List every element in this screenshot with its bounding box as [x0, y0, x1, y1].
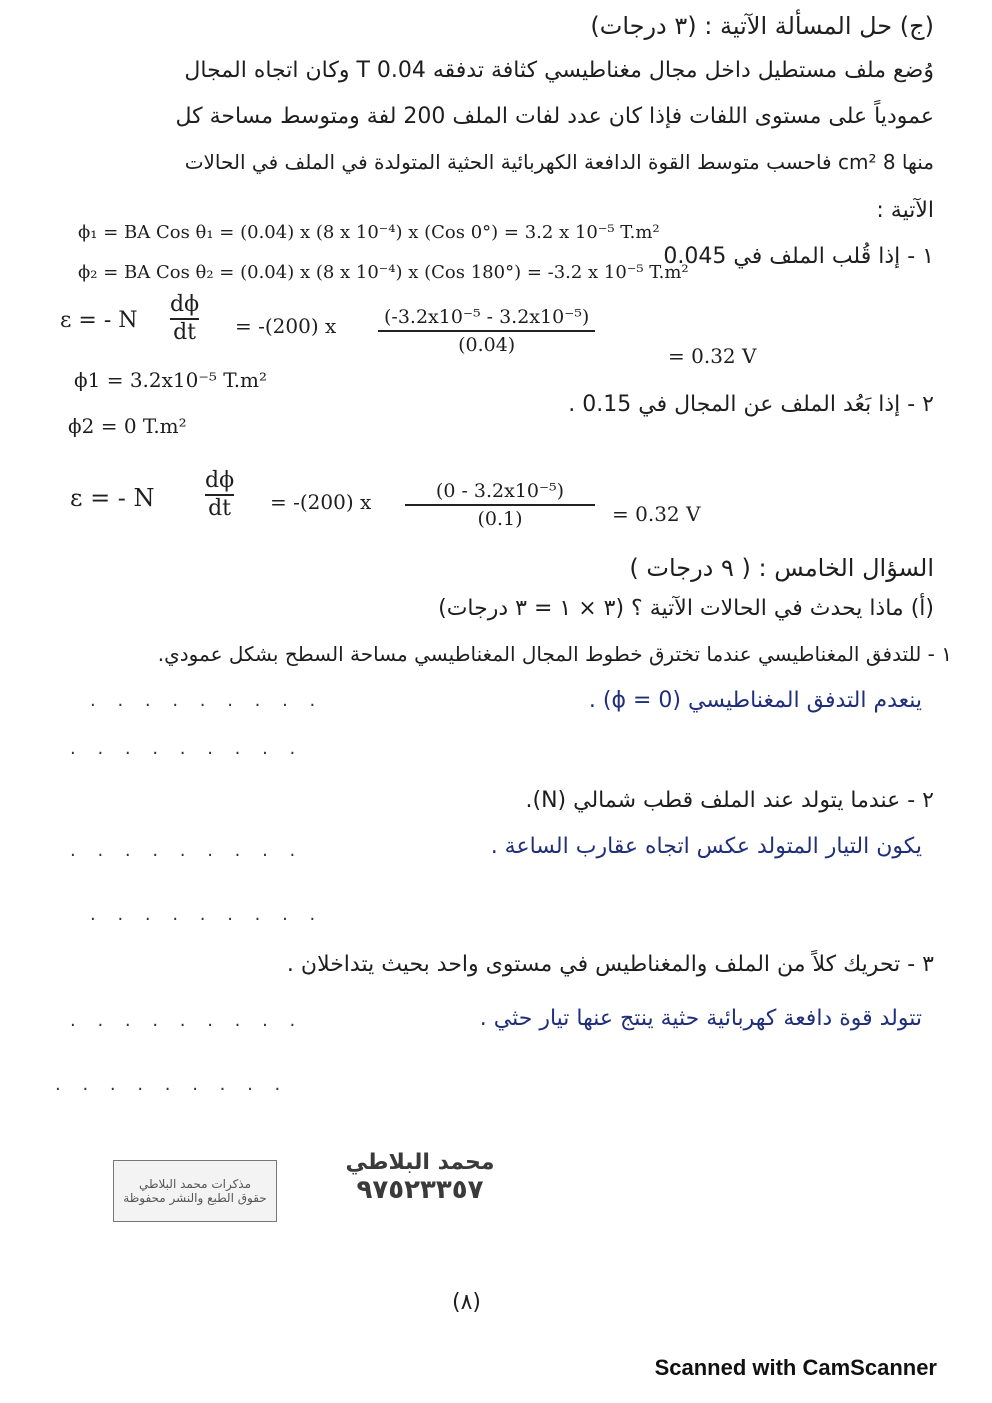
case2-emf-result: = 0.32 V: [612, 502, 701, 526]
q5-item1-answer: ينعدم التدفق المغناطيسي (ϕ = 0) .: [588, 688, 922, 713]
problem-statement-line: الآتية :: [876, 198, 934, 223]
problem-statement-line: وُضع ملف مستطيل داخل مجال مغناطيسي كثافة تدفقه T 0.04 وكان اتجاه المجال: [184, 58, 934, 83]
case1-emf-mid: = -(200) x: [235, 314, 337, 338]
copyright-stamp: [113, 1160, 277, 1222]
problem-statement-line: عمودياً على مستوى اللفات فإذا كان عدد لفات الملف 200 لفة ومتوسط مساحة كل: [175, 104, 934, 129]
case2-fraction-num: (0 - 3.2x10⁻⁵): [435, 480, 565, 502]
q5-item1-question: ١ - للتدفق المغناطيسي عندما تخترق خطوط المجال المغناطيسي مساحة السطح بشكل عمودي.: [157, 642, 952, 666]
case2-phi2: ϕ2 = 0 T.m²: [68, 414, 187, 438]
problem-heading: (ج) حل المسألة الآتية : (٣ درجات): [590, 12, 934, 40]
dots-line: . . . . . . . . .: [70, 840, 304, 861]
case2-fraction-den: (0.1): [477, 508, 523, 530]
question5-heading: السؤال الخامس : ( ٩ درجات ): [629, 554, 934, 582]
case1-fraction: [378, 306, 595, 356]
case1-phi1: ϕ₁ = BA Cos θ₁ = (0.04) x (8 x 10⁻⁴) x (Cos 0°) = 3.2 x 10⁻⁵ T.m²: [78, 222, 660, 243]
case1-derivative-num: dϕ: [170, 292, 200, 317]
case2-fraction: [405, 480, 595, 530]
case2-emf-mid: = -(200) x: [270, 490, 372, 514]
case1-label: ١ - إذا قُلب الملف في 0.045: [663, 244, 934, 269]
page-number: (٨): [452, 1290, 482, 1315]
case1-fraction-num: (-3.2x10⁻⁵ - 3.2x10⁻⁵): [384, 306, 590, 328]
case2-derivative-den: dt: [208, 496, 232, 521]
case2-phi1: ϕ1 = 3.2x10⁻⁵ T.m²: [74, 368, 268, 392]
case1-phi2: ϕ₂ = BA Cos θ₂ = (0.04) x (8 x 10⁻⁴) x (Cos 180°) = -3.2 x 10⁻⁵ T.m²: [78, 262, 689, 283]
dots-line: . . . . . . . . .: [55, 1074, 289, 1095]
dots-line: . . . . . . . . .: [70, 1010, 304, 1031]
question5-part-a: (أ) ماذا يحدث في الحالات الآتية ؟ (٣ × ١ = ٣ درجات): [438, 596, 934, 621]
author-phone: ٩٧٥٢٣٣٥٧: [356, 1175, 484, 1205]
q5-item2-answer: يكون التيار المتولد عكس اتجاه عقارب الساعة .: [490, 834, 922, 859]
case1-derivative: [170, 294, 199, 344]
dots-line: . . . . . . . . .: [90, 904, 324, 925]
q5-item3-question: ٣ - تحريك كلاً من الملف والمغناطيس في مستوى واحد بحيث يتداخلان .: [286, 952, 934, 977]
stamp-line: حقوق الطبع والنشر محفوظة: [123, 1191, 267, 1205]
case2-label: ٢ - إذا بَعُد الملف عن المجال في 0.15 .: [568, 392, 934, 417]
case1-emf-prefix: ε = - N: [60, 308, 138, 333]
stamp-line: مذكرات محمد البلاطي: [138, 1177, 252, 1191]
q5-item2-question: ٢ - عندما يتولد عند الملف قطب شمالي (N).: [525, 788, 934, 813]
case1-derivative-den: dt: [173, 320, 197, 345]
case2-emf-prefix: ε = - N: [70, 484, 155, 512]
scanner-footer: Scanned with CamScanner: [654, 1355, 937, 1380]
dots-line: . . . . . . . . .: [90, 690, 324, 711]
q5-item3-answer: تتولد قوة دافعة كهربائية حثية ينتج عنها تيار حثي .: [479, 1006, 922, 1031]
case2-derivative-num: dϕ: [205, 468, 235, 493]
dots-line: . . . . . . . . .: [70, 738, 304, 759]
author-name: محمد البلاطي: [345, 1150, 495, 1175]
case1-emf-result: = 0.32 V: [668, 344, 757, 368]
case1-fraction-den: (0.04): [458, 334, 516, 356]
case2-derivative: [205, 470, 234, 520]
problem-statement-line: منها 8 cm² فاحسب متوسط القوة الدافعة الكهربائية الحثية المتولدة في الملف في الحالات: [184, 150, 934, 174]
author-signature: [330, 1150, 510, 1205]
